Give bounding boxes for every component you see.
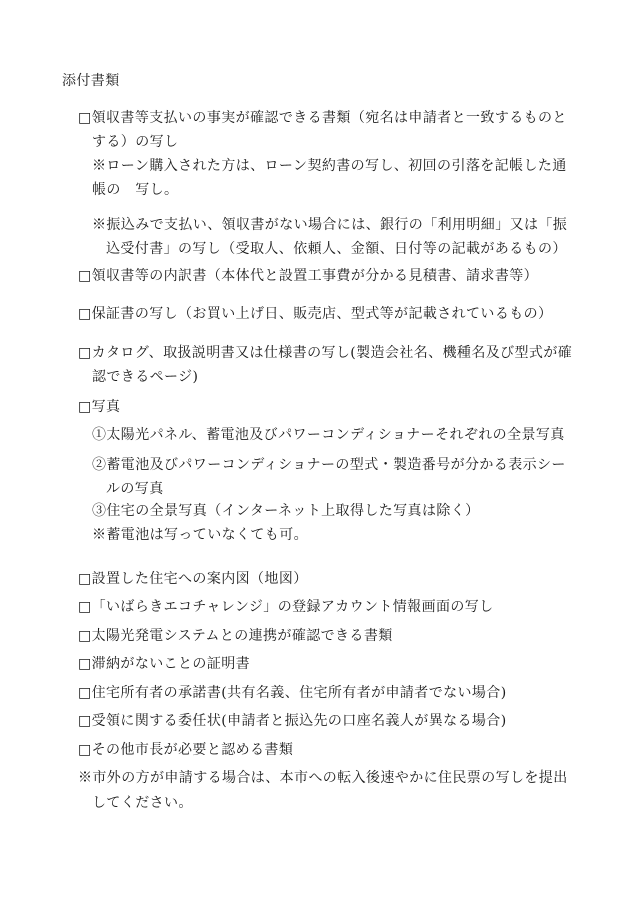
item-catalog: □カタログ、取扱説明書又は仕様書の写し(製造会社名、機種名及び型式が確: [78, 345, 573, 361]
item-breakdown: □領収書等の内訳書（本体代と設置工事費が分かる見積書、請求書等）: [78, 268, 539, 284]
item-catalog-cont: 認できるページ): [92, 369, 199, 385]
note-transfer: ※振込みで支払い、領収書がない場合には、銀行の「利用明細」又は「振: [92, 217, 568, 233]
photo-item-2-cont: ルの写真: [106, 481, 164, 497]
note-transfer-cont: 込受付書」の写し（受取人、依頼人、金額、日付等の記載があるもの）: [106, 241, 567, 257]
item-solar-link: □太陽光発電システムとの連携が確認できる書類: [78, 628, 393, 644]
note-loan: ※ローン購入された方は、ローン契約書の写し、初回の引落を記帳した通: [92, 158, 567, 174]
photo-item-2: ②蓄電池及びパワーコンディショナーの型式・製造番号が分かる表示シー: [92, 457, 566, 473]
item-photos: □写真: [78, 399, 121, 415]
photo-item-3: ③住宅の全景写真（インターネット上取得した写真は除く）: [92, 503, 480, 519]
photo-note: ※蓄電池は写っていなくても可。: [92, 527, 308, 543]
photo-item-1: ①太陽光パネル、蓄電池及びパワーコンディショナーそれぞれの全景写真: [92, 427, 565, 443]
item-map: □設置した住宅への案内図（地図）: [78, 571, 308, 587]
item-receipt: □領収書等支払いの事実が確認できる書類（宛名は申請者と一致するものと: [78, 110, 567, 126]
note-non-resident: ※市外の方が申請する場合は、本市への転入後速やかに住民票の写しを提出: [78, 770, 568, 786]
item-other: □その他市長が必要と認める書類: [78, 742, 294, 758]
item-owner-consent: □住宅所有者の承諾書(共有名義、住宅所有者が申請者でない場合): [78, 685, 507, 701]
item-power-of-attorney: □受領に関する委任状(申請者と振込先の口座名義人が異なる場合): [78, 713, 507, 729]
item-warranty: □保証書の写し（お買い上げ日、販売店、型式等が記載されているもの）: [78, 306, 553, 322]
note-loan-cont: 帳の 写し。: [92, 182, 179, 198]
note-non-resident-cont: してください。: [92, 795, 193, 811]
item-eco-challenge: □「いばらきエコチャレンジ」の登録アカウント情報画面の写し: [78, 599, 494, 615]
item-tax-certificate: □滞納がないことの証明書: [78, 656, 251, 672]
item-receipt-cont: する）の写し: [92, 134, 179, 150]
page-title: 添付書類: [62, 73, 120, 89]
